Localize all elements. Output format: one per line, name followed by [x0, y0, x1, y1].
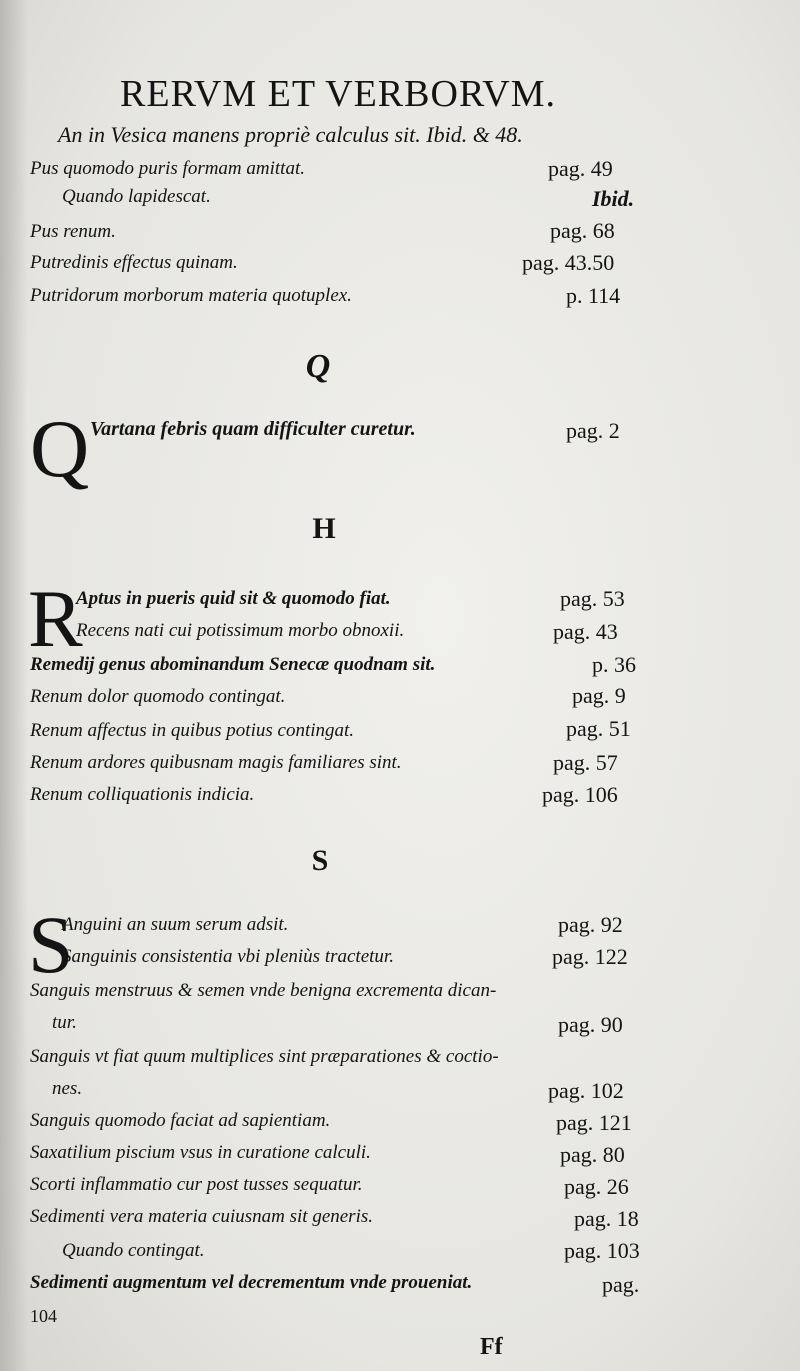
index-entry: Aptus in pueris quid sit & quomodo fiat. — [76, 588, 391, 609]
index-entry: Sedimenti vera materia cuiusnam sit generis. — [30, 1206, 374, 1227]
drop-cap-r: R — [28, 573, 83, 664]
index-entry: Sanguinis consistentia vbi pleniùs tractetur. — [62, 946, 394, 967]
index-entry: Remedij genus abominandum Senecæ quodnam sit. — [30, 654, 436, 675]
index-entry: Saxatilium piscium vsus in curatione calculi. — [30, 1142, 371, 1163]
page-reference: pag. 106 — [542, 782, 618, 807]
index-entry: Renum affectus in quibus potius contingat. — [30, 720, 355, 741]
index-entry: Sedimenti augmentum vel decrementum vnde proueniat. — [30, 1272, 473, 1293]
index-entry: Sanguis menstruus & semen vnde benigna excrementa dican- — [30, 980, 497, 1001]
page-reference: pag. 68 — [550, 218, 615, 243]
section-letter-q: Q — [305, 348, 331, 385]
page-reference: p. 36 — [592, 652, 636, 677]
index-entry: Sanguis quomodo faciat ad sapientiam. — [30, 1110, 331, 1131]
page-reference: pag. 26 — [564, 1174, 629, 1199]
section-letter-s: S — [311, 844, 329, 877]
page-reference: pag. 90 — [558, 1012, 623, 1037]
index-entry: Vartana febris quam difficulter curetur. — [90, 418, 416, 440]
index-entry: Putridorum morborum materia quotuplex. — [30, 285, 352, 306]
index-entry: Sanguis vt fiat quum multiplices sint præparationes & coctio- — [30, 1046, 499, 1067]
index-entry-continuation: tur. — [52, 1012, 77, 1033]
index-entry: Quando lapidescat. — [62, 186, 211, 207]
page-reference: Ibid. — [592, 186, 635, 211]
page-reference: pag. 92 — [558, 912, 623, 937]
page-number: 104 — [30, 1306, 57, 1326]
page-reference: pag. 80 — [560, 1142, 625, 1167]
page-reference: pag. — [602, 1272, 640, 1297]
page-reference: pag. 53 — [560, 586, 625, 611]
running-header: RERVM ET VERBORVM. — [120, 73, 556, 115]
index-entry: Recens nati cui potissimum morbo obnoxii. — [76, 620, 405, 641]
signature-mark: Ff — [480, 1334, 503, 1360]
page-reference: pag. 43.50 — [522, 250, 615, 275]
page-reference: pag. 57 — [553, 750, 618, 775]
index-entry: Pus renum. — [30, 221, 116, 242]
page-reference: p. 114 — [566, 283, 621, 308]
page-reference: pag. 18 — [574, 1206, 639, 1231]
drop-cap-s: S — [28, 899, 74, 990]
index-entry: Renum colliquationis indicia. — [30, 784, 255, 805]
page-reference: pag. 102 — [548, 1078, 624, 1103]
index-entry: Scorti inflammatio cur post tusses sequatur. — [30, 1174, 363, 1195]
index-entry: Renum dolor quomodo contingat. — [30, 686, 286, 707]
page-reference: pag. 122 — [552, 944, 628, 969]
page-reference: pag. 51 — [566, 716, 631, 741]
index-entry: Anguini an suum serum adsit. — [62, 914, 289, 935]
index-entry: Renum ardores quibusnam magis familiares sint. — [30, 752, 402, 773]
index-entry: An in Vesica manens propriè calculus sit. Ibid. & 48. — [58, 122, 523, 147]
page-reference: pag. 9 — [572, 683, 626, 708]
page-reference: pag. 2 — [566, 418, 620, 443]
page-gutter-shadow — [0, 0, 28, 1371]
index-entry: Pus quomodo puris formam amittat. — [30, 158, 305, 179]
page-reference: pag. 103 — [564, 1238, 640, 1263]
drop-cap-q: Q — [30, 403, 90, 494]
page-reference: pag. 49 — [548, 156, 613, 181]
section-letter-r: H — [312, 512, 336, 545]
page-reference: pag. 43 — [553, 619, 618, 644]
index-entry: Quando contingat. — [62, 1240, 205, 1261]
page-reference: pag. 121 — [556, 1110, 632, 1135]
index-entry: Putredinis effectus quinam. — [30, 252, 238, 273]
index-entry-continuation: nes. — [52, 1078, 83, 1099]
